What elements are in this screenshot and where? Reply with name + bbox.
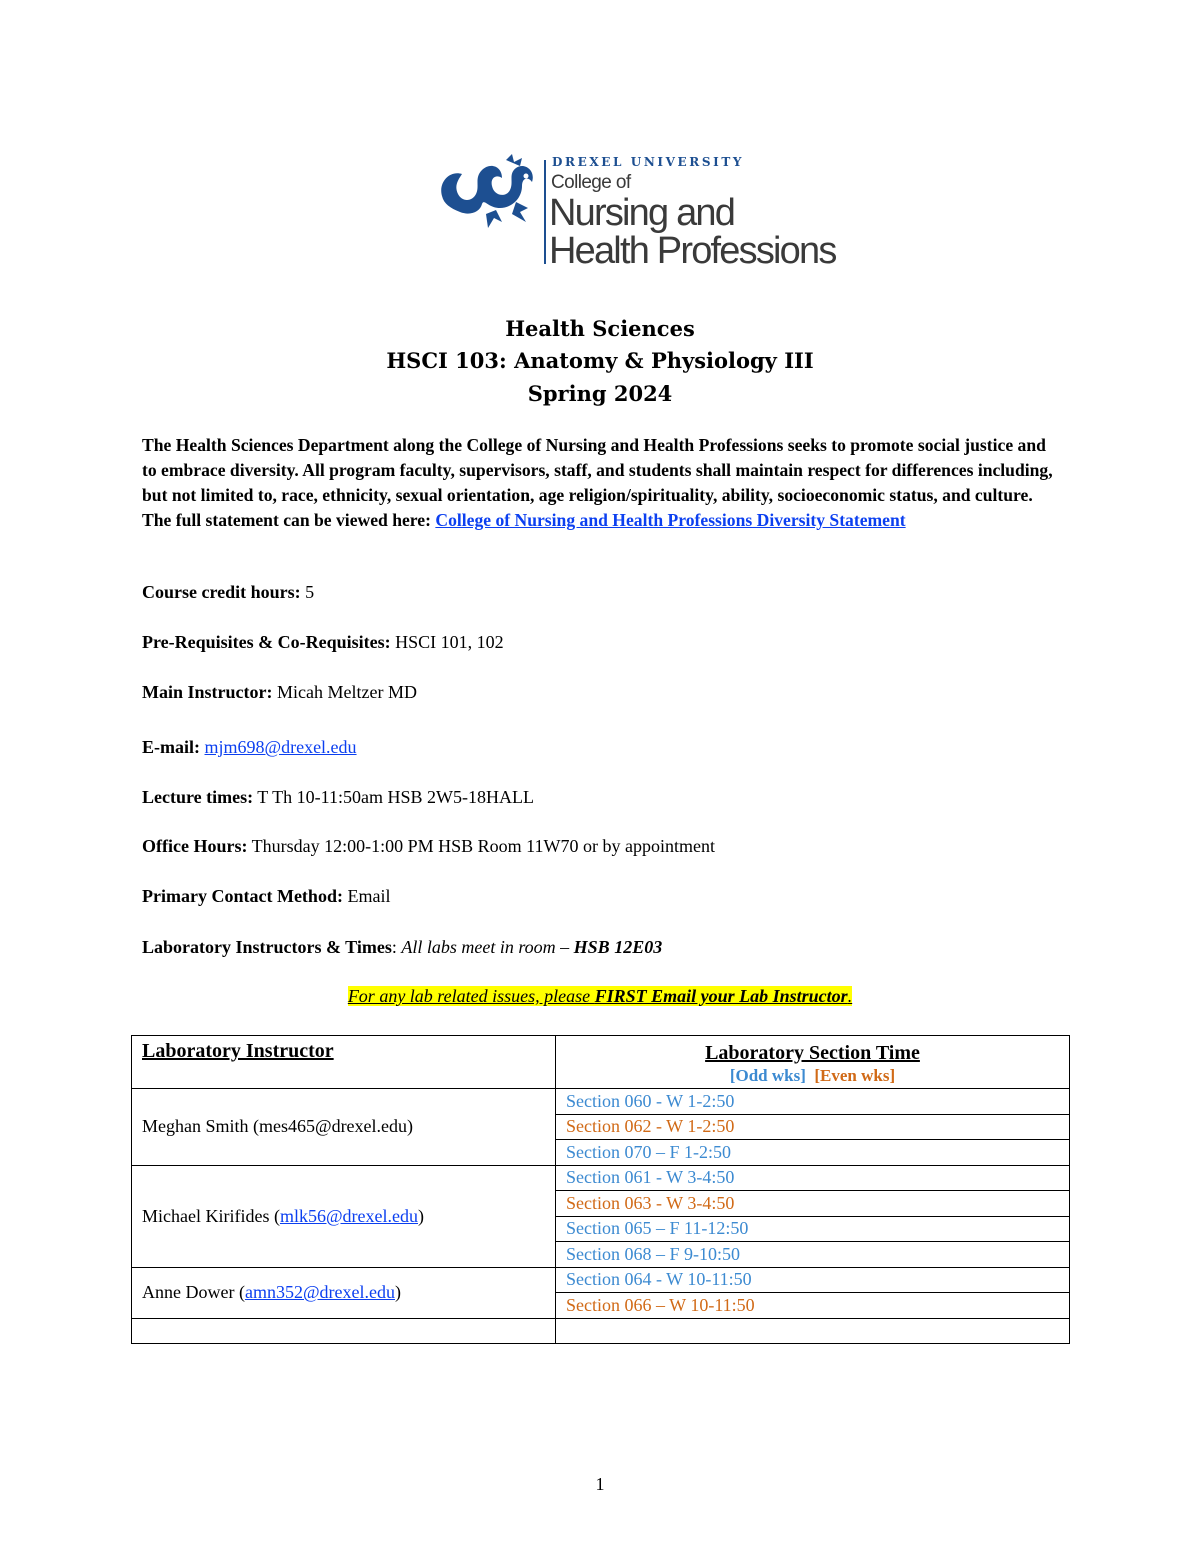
- primary-contact: [142, 886, 390, 907]
- logo-line-2: Health Professions: [549, 230, 836, 272]
- main-instructor-label: Main Instructor:: [142, 682, 273, 702]
- lab-notice-bold: FIRST Email your Lab Instructor: [594, 986, 848, 1006]
- lab-section-cell: Section 060 - W 1-2:50: [556, 1089, 1070, 1115]
- lab-notice-highlight: [348, 986, 852, 1006]
- primary-contact-value: Email: [342, 886, 391, 906]
- lab-table: [131, 1035, 1070, 1344]
- lab-table-header-section-time: Laboratory Section Time [Odd wks] [Even wks]: [556, 1036, 1070, 1089]
- diversity-statement-link[interactable]: College of Nursing and Health Professions Diversity Statement: [435, 510, 906, 530]
- logo-university-text: DREXEL UNIVERSITY: [552, 155, 745, 169]
- logo-line-1: Nursing and: [549, 192, 735, 234]
- department-title: Health Sciences: [505, 316, 695, 341]
- office-hours: [142, 836, 715, 857]
- empty-cell: [132, 1318, 556, 1343]
- term-title: Spring 2024: [527, 381, 673, 406]
- main-instructor: [142, 682, 417, 703]
- main-instructor-value: Micah Meltzer MD: [272, 682, 417, 702]
- lab-notice-post: .: [847, 986, 853, 1006]
- credit-hours-label: Course credit hours:: [142, 582, 301, 602]
- even-weeks-label: [Even wks]: [814, 1065, 896, 1085]
- lab-instructor-name: Meghan Smith (mes465@drexel.edu): [142, 1116, 414, 1137]
- drexel-dragon-logo-icon: [436, 152, 540, 232]
- prerequisites-label: Pre-Requisites & Co-Requisites:: [142, 632, 391, 652]
- page-number: 1: [595, 1474, 605, 1494]
- office-hours-value: Thursday 12:00-1:00 PM HSB Room 11W70 or by appointment: [247, 836, 715, 856]
- empty-cell: [556, 1318, 1070, 1343]
- lab-table-body: [132, 1089, 1070, 1344]
- lab-section-cell: Section 066 – W 10-11:50: [556, 1293, 1070, 1319]
- table-row: [132, 1267, 1070, 1293]
- email-link[interactable]: mjm698@drexel.edu: [204, 737, 357, 757]
- lab-section-cell: Section 065 – F 11-12:50: [556, 1216, 1070, 1242]
- lab-notice: [0, 986, 1200, 1007]
- course-title: HSCI 103: Anatomy & Physiology III: [386, 348, 814, 373]
- lab-section-cell: Section 064 - W 10-11:50: [556, 1267, 1070, 1293]
- lab-instructors-label: Laboratory Instructors & Times: [142, 937, 392, 957]
- email-label: E-mail:: [142, 737, 200, 757]
- lecture-times: [142, 787, 534, 808]
- logo-college-of-text: College of: [551, 172, 631, 193]
- lab-section-cell: Section 063 - W 3-4:50: [556, 1191, 1070, 1217]
- lab-notice-pre: For any lab related issues, please: [347, 986, 595, 1006]
- email: [142, 737, 357, 758]
- prerequisites: [142, 632, 504, 653]
- table-row: [132, 1089, 1070, 1115]
- odd-weeks-label: [Odd wks]: [729, 1065, 806, 1085]
- lab-section-cell: Section 068 – F 9-10:50: [556, 1242, 1070, 1268]
- lab-section-cell: Section 062 - W 1-2:50: [556, 1114, 1070, 1140]
- lab-instructor-email-link[interactable]: amn352@drexel.edu: [244, 1282, 395, 1302]
- lab-instructor-email-link[interactable]: mlk56@drexel.edu: [279, 1205, 418, 1226]
- lab-table-header-instructor: Laboratory Instructor: [132, 1036, 556, 1089]
- prerequisites-value: HSCI 101, 102: [390, 632, 504, 652]
- office-hours-label: Office Hours:: [142, 836, 248, 856]
- lab-colon: :: [391, 937, 402, 957]
- lab-instructors-line: [142, 937, 662, 958]
- credit-hours: [142, 582, 314, 603]
- lab-instructor-cell: Michael Kirifides (mlk56@drexel.edu): [132, 1165, 556, 1267]
- diversity-statement: [142, 433, 1062, 533]
- lab-section-cell: Section 070 – F 1-2:50: [556, 1140, 1070, 1166]
- logo-divider: [544, 160, 546, 264]
- lab-instructor-cell: Anne Dower (amn352@drexel.edu): [132, 1267, 556, 1318]
- lab-section-cell: Section 061 - W 3-4:50: [556, 1165, 1070, 1191]
- lab-room: HSB 12E03: [573, 937, 663, 957]
- table-row-empty: [132, 1318, 1070, 1343]
- credit-hours-value: 5: [300, 582, 315, 602]
- diversity-statement-text: The Health Sciences Department along the College of Nursing and Health Professions seeks to promote social justice and to embrace diversity. All program faculty, supervisors, staff, and students shall maintain respect for differences including, but not limited to, race, ethnicity, sexual orientation, age religion/spirituality, ability, socioeconomic status, and culture. The full statement can be viewed here:: [142, 435, 1053, 530]
- lab-instructor-cell: [132, 1089, 556, 1166]
- lecture-times-label: Lecture times:: [142, 787, 254, 807]
- lab-room-text: All labs meet in room –: [401, 937, 574, 957]
- lab-table-header-row: [132, 1036, 1070, 1089]
- primary-contact-label: Primary Contact Method:: [142, 886, 343, 906]
- table-row: [132, 1165, 1070, 1191]
- lecture-times-value: T Th 10-11:50am HSB 2W5-18HALL: [253, 787, 534, 807]
